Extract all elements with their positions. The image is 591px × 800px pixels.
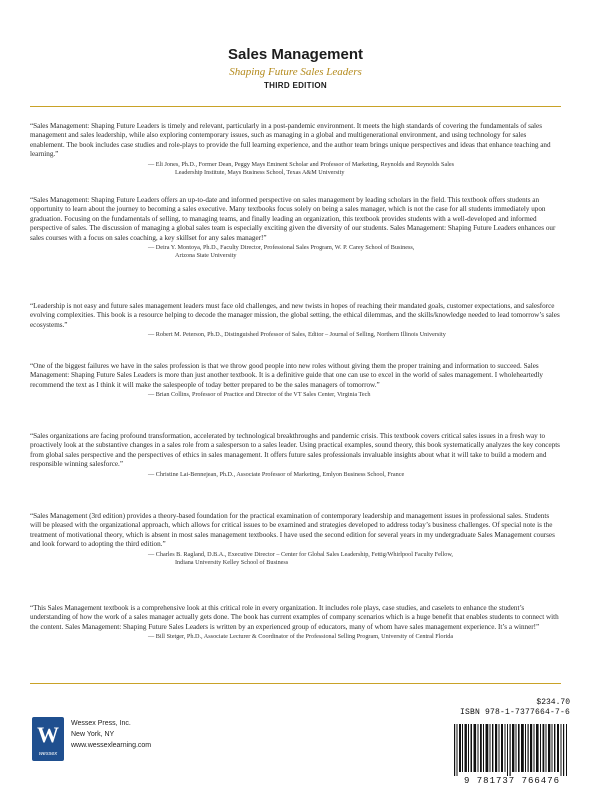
quote-text: “Sales Management: Shaping Future Leaders offers an up-to-date and informed perspective on sales management by leading scholars in the field. This textbook offers students an opportunity to learn about the journey to becoming a sales executive. Many textbooks focus solely on being a sales manager, which is not the case for all students immediately upon graduation. Focusing on the fundamentals of selling, to managing teams, and finally leading an organization, this textbook provides students with a well-developed and informed perspective of sales. The discussion of managing a global sales team is especially exciting given the diversity of our students. Sales Management: Shaping Future Leaders enhances our sales courses with a focus on sales coaching, a key skillset for any sales manager!” (30, 196, 556, 242)
quote-attribution: — Charles B. Ragland, D.B.A., Executive Director – Center for Global Sales Leadership, Fettig/Whirlpool Faculty Fellow, (148, 550, 453, 558)
quote-text: “Sales Management: Shaping Future Leaders is timely and relevant, particularly in a post-pandemic environment. It meets the high standards of covering the fundamentals of sales management and sales leadership, while also exploring contemporary issues, such as managing in a global and multigenerational environment, and using technology for sales enablement. The book includes case studies and role-plays to provide the full learning experience, and the author team brings unique perspectives and ideas that enhance teaching and learning.” (30, 122, 551, 159)
quote-text: “One of the biggest failures we have in the sales profession is that we throw good people into new roles without giving them the proper training and information to succeed. Sales Management: Shaping Future Sales Leaders is more than just another textbook. It is a definitive guide that one can use to excel in the world of sales management. I wholeheartedly recommend the text as I think it will make the salespeople of today better prepared to be the sales managers of tomorrow.” (30, 362, 543, 389)
isbn-label: ISBN 978-1-7377664-7-6 (459, 708, 570, 717)
quote-text: “Leadership is not easy and future sales management leaders must face old challenges, and new twists in hopes of reaching their mandated goals, customer expectations, and salesforce evolving complexities. This book is a resource helping to decode the manager mission, the global setting, the ethical dilemmas, and the skills/knowledge needed to lead tomorrow’s sales ecosystems.” (30, 302, 560, 329)
barcode-number: 9 781737 766476 (463, 776, 560, 786)
quote-attribution-continued: Arizona State University (175, 252, 237, 260)
publisher-url: www.wessexlearning.com (71, 742, 152, 749)
book-edition: THIRD EDITION (263, 81, 327, 90)
quote-attribution-continued: Indiana University Kelley School of Business (175, 558, 289, 566)
quote-attribution: — Brian Collins, Professor of Practice and Director of the VT Sales Center, Virginia Tech (148, 391, 371, 399)
quote-attribution: — Christine Lai-Bennejean, Ph.D., Associate Professor of Marketing, Emlyon Business School, France (148, 470, 405, 478)
quote-text: “This Sales Management textbook is a comprehensive look at this critical role in every organization. It includes role plays, case studies, and caselets to enhance the student’s understanding of how the work of a sales manager actually gets done. The book has current examples of company scenarios which is a huge benefit that enables students to connect with the content. Sales Management: Shaping Future Sales Leaders is written by an experienced group of educators, many of whom have sales management experience. It’s a winner!” (30, 604, 559, 631)
quote-attribution-continued: Leadership Institute, Mays Business School, Texas A&M University (175, 168, 345, 176)
book-title: Sales Management (227, 46, 364, 63)
price-label: $234.70 (536, 698, 570, 707)
quote-attribution: — Deira Y. Montoya, Ph.D., Faculty Director, Professional Sales Program, W. P. Carey School of Business, (148, 244, 415, 252)
testimonial-6 (30, 512, 561, 567)
testimonial-5 (30, 432, 561, 479)
quote-text: “Sales organizations are facing profound transformation, accelerated by technological breakthroughs and pandemic crisis. This textbook covers critical sales issues in a fresh way to proactively look at the substantive changes in a sales role from a salesperson to a sales leader. Using practical examples, sound theory, this book systematically analyzes the key concepts from global sales perspective and the perspectives of ethics in sales management. It offers future sales professionals invaluable insights about what it will take to build a modern and responsible winning salesforce.” (30, 432, 560, 469)
testimonial-7 (30, 604, 561, 641)
testimonial-3 (30, 302, 561, 339)
wessex-logo (32, 717, 64, 761)
logo-letter: W (37, 722, 59, 747)
testimonial-4 (30, 362, 561, 399)
publisher-info (71, 718, 151, 751)
quote-attribution: — Eli Jones, Ph.D., Former Dean, Peggy Mays Eminent Scholar and Professor of Marketing, Reynolds and Reynolds Sales (148, 160, 455, 168)
divider-rule (30, 106, 561, 107)
testimonial-2 (30, 196, 561, 260)
quote-attribution: — Bill Stetger, Ph.D., Associate Lecturer & Coordinator of the Professional Selling Program, University of Central Florida (148, 633, 454, 641)
publisher-city: New York, NY (71, 731, 115, 738)
testimonial-1 (30, 122, 561, 177)
footer-divider-rule (30, 683, 561, 684)
book-subtitle: Shaping Future Sales Leaders (229, 66, 362, 78)
book-header (0, 46, 591, 90)
logo-word: wessex (38, 751, 58, 757)
quote-text: “Sales Management (3rd edition) provides a theory-based foundation for the practical examination of contemporary leadership and management issues in professional sales. Students will be pleased with the organizational approach, which allows for critical issues to be examined and strategies developed to address today’s business challenges. Of special note is the treatment of motivational theory, which is absent in most sales management textbooks. I have used the second edition for several years in my undergraduate Sales Management courses and look forward to adopting the third edition.” (30, 512, 555, 549)
quote-attribution: — Robert M. Peterson, Ph.D., Distinguished Professor of Sales, Editor – Journal of Selling, Northern Illinois University (148, 331, 446, 339)
publisher-name: Wessex Press, Inc. (71, 720, 131, 727)
barcode-graphic (452, 724, 572, 776)
